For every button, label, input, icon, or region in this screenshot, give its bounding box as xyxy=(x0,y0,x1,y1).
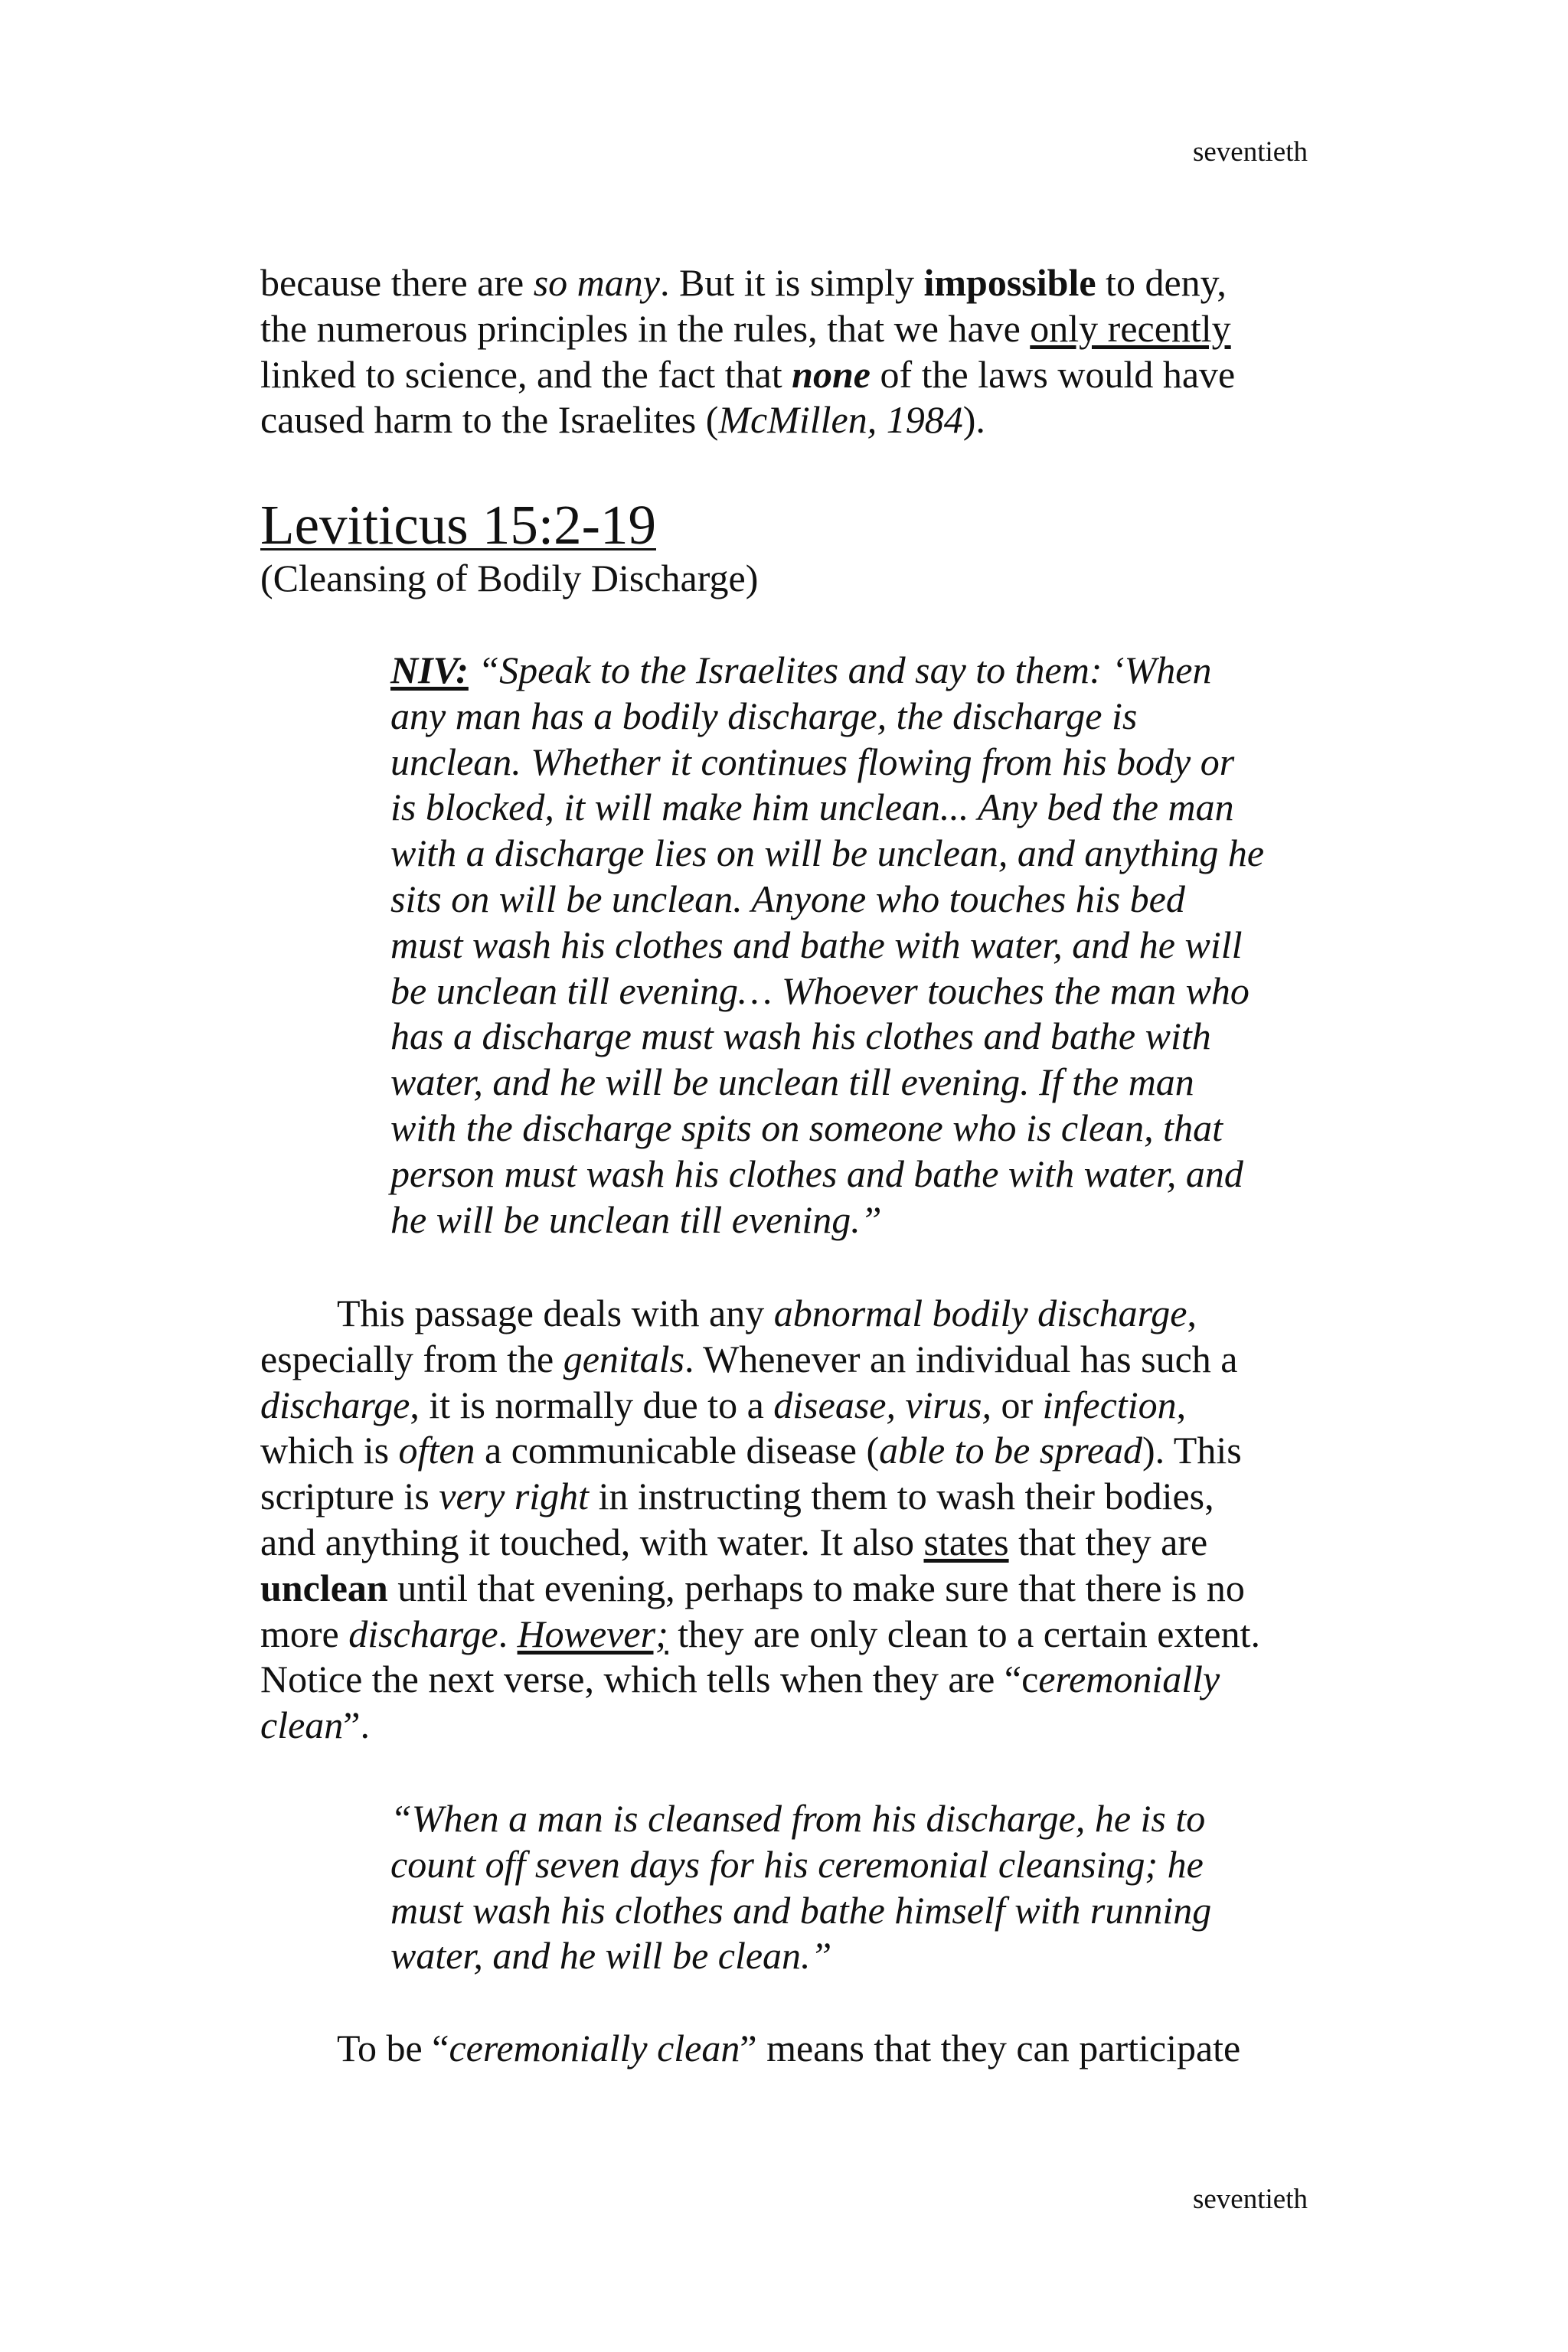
text-line: This passage deals with any abnormal bodily discharge, xyxy=(337,1292,1197,1334)
text-line: must wash his clothes and bathe himself with running xyxy=(390,1888,1212,1932)
text-line: person must wash his clothes and bathe with water, and xyxy=(390,1152,1243,1195)
text-line: because there are so many. But it is simply impossible to deny, xyxy=(260,261,1227,304)
text-line: count off seven days for his ceremonial cleansing; he xyxy=(390,1842,1204,1886)
text-line: To be “ceremonially clean” means that they can participate xyxy=(337,2027,1241,2069)
text-line: clean”. xyxy=(260,1704,370,1747)
text-line: especially from the genitals. Whenever an individual has such a xyxy=(260,1337,1238,1380)
text-line: unclean. Whether it continues flowing from his body or xyxy=(390,740,1235,783)
text-line: NIV: “Speak to the Israelites and say to them: ‘When xyxy=(390,648,1212,691)
text-line: must wash his clothes and bathe with water, and he will xyxy=(390,923,1243,966)
text-line: linked to science, and the fact that none of the laws would have xyxy=(260,352,1236,396)
text-line: with the discharge spits on someone who is clean, that xyxy=(390,1106,1223,1149)
text-line: “When a man is cleansed from his discharge, he is to xyxy=(390,1797,1206,1840)
scripture-quote xyxy=(390,648,1332,1243)
text-line: any man has a bodily discharge, the discharge is xyxy=(390,694,1138,737)
section-subtitle: (Cleansing of Bodily Discharge) xyxy=(260,557,759,599)
intro-paragraph xyxy=(260,260,1317,443)
text-line: scripture is very right in instructing them to wash their bodies, xyxy=(260,1475,1214,1518)
closing-paragraph xyxy=(260,2026,1317,2072)
text-line: more discharge. However; they are only clean to a certain extent. xyxy=(260,1612,1260,1655)
text-line: water, and he will be unclean till evening. If the man xyxy=(390,1060,1194,1104)
text-line: Notice the next verse, which tells when they are “ceremonially xyxy=(260,1658,1220,1701)
text-line: the numerous principles in the rules, that we have only recently xyxy=(260,306,1231,350)
running-footer: seventieth xyxy=(1192,2184,1308,2215)
scripture-quote xyxy=(390,1796,1332,1979)
text-line: with a discharge lies on will be unclean, and anything he xyxy=(390,831,1265,875)
text-line: caused harm to the Israelites (McMillen, 1984). xyxy=(260,398,985,442)
text-line: he will be unclean till evening.” xyxy=(390,1197,882,1241)
text-line: which is often a communicable disease (able to be spread). This xyxy=(260,1429,1242,1472)
text-line: sits on will be unclean. Anyone who touches his bed xyxy=(390,877,1185,920)
text-line: unclean until that evening, perhaps to make sure that there is no xyxy=(260,1566,1245,1609)
text-line: is blocked, it will make him unclean... Any bed the man xyxy=(390,786,1234,829)
text-line: discharge, it is normally due to a disease, virus, or infection, xyxy=(260,1383,1187,1426)
translation-label: NIV: xyxy=(390,648,469,691)
section-title: Leviticus 15:2-19 xyxy=(260,494,656,556)
text-line: and anything it touched, with water. It also states that they are xyxy=(260,1520,1208,1563)
passage-paragraph xyxy=(260,1291,1317,1749)
text-line: water, and he will be clean.” xyxy=(390,1934,832,1978)
text-line: has a discharge must wash his clothes and bathe with xyxy=(390,1014,1211,1058)
running-header: seventieth xyxy=(1192,136,1308,168)
text-line: be unclean till evening… Whoever touches the man who xyxy=(390,969,1250,1012)
